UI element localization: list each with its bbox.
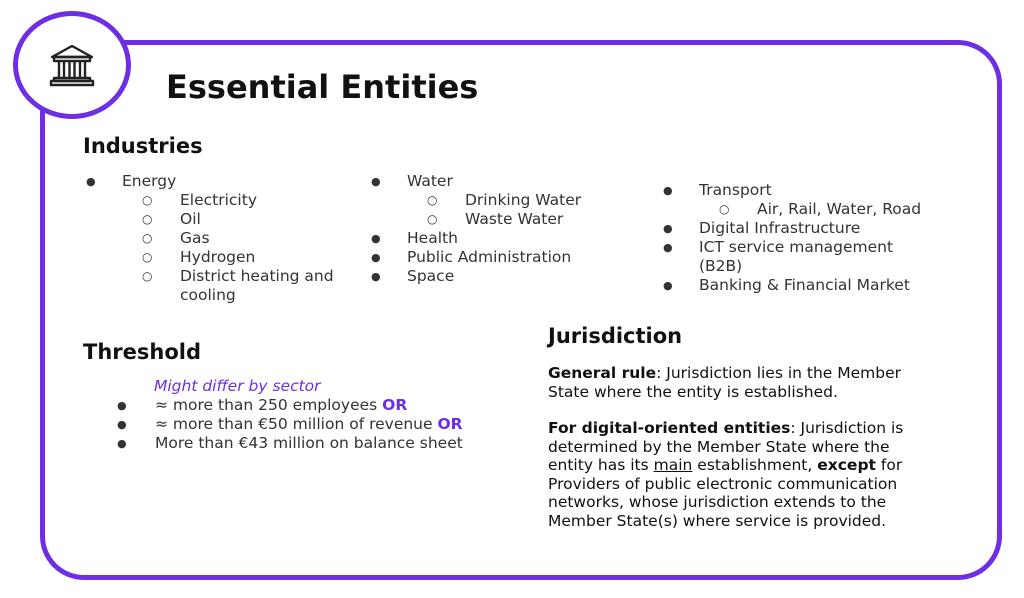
page-title: Essential Entities <box>166 68 479 106</box>
industry-item: ● ICT service management (B2B) <box>663 238 923 276</box>
general-rule-text: : Jurisdiction lies in the Member State where the entity is established. <box>548 364 902 401</box>
industry-subitem: ○ Air, Rail, Water, Road <box>663 200 923 219</box>
industry-subitem: ○ Drinking Water <box>371 191 611 210</box>
general-rule-paragraph <box>548 364 938 401</box>
threshold-item <box>117 396 477 415</box>
industries-heading: Industries <box>83 134 203 158</box>
industries-column-3 <box>663 181 923 295</box>
threshold-heading: Threshold <box>83 340 201 364</box>
industry-subitem: ○ Hydrogen <box>86 248 356 267</box>
industry-item: ● Banking & Financial Market <box>663 276 923 295</box>
digital-text-3: for Providers of public electronic communication networks, whose jurisdiction extends to the Member State(s) where service is provided. <box>548 456 903 530</box>
threshold-block <box>117 377 477 453</box>
industry-item: ● Space <box>371 267 611 286</box>
industry-item: ● Water <box>371 172 611 191</box>
digital-entities-paragraph <box>548 419 938 530</box>
except-bold: except <box>817 456 876 474</box>
industry-item: ● Health <box>371 229 611 248</box>
general-rule-label: General rule <box>548 364 657 382</box>
digital-entities-label: For digital-oriented entities <box>548 419 791 437</box>
jurisdiction-body <box>548 364 938 548</box>
threshold-item <box>117 415 477 434</box>
industry-subitem: ○ Electricity <box>86 191 356 210</box>
digital-text-1: : Jurisdiction is determined by the Member State where the entity has its <box>548 419 904 474</box>
threshold-item <box>117 434 477 453</box>
main-underlined: main <box>653 456 693 474</box>
industries-column-2 <box>371 172 611 286</box>
or-keyword: OR <box>437 415 463 433</box>
jurisdiction-heading: Jurisdiction <box>548 324 683 348</box>
industry-item: ● Energy <box>86 172 356 191</box>
industry-item: ● Public Administration <box>371 248 611 267</box>
industry-subitem: ○ District heating and cooling <box>86 267 356 305</box>
industry-subitem: ○ Oil <box>86 210 356 229</box>
threshold-text: ≈ more than 250 employees <box>155 396 383 414</box>
or-keyword: OR <box>382 396 408 414</box>
threshold-text: ≈ more than €50 million of revenue <box>155 415 438 433</box>
threshold-text: More than €43 million on balance sheet <box>155 434 463 452</box>
icon-badge <box>13 11 131 119</box>
threshold-list <box>117 396 477 453</box>
industries-column-1 <box>86 172 356 305</box>
industry-subitem: ○ Gas <box>86 229 356 248</box>
industry-subitem: ○ Waste Water <box>371 210 611 229</box>
bank-building-icon <box>48 41 96 89</box>
digital-text-2: establishment, <box>692 456 818 474</box>
industry-item: ● Digital Infrastructure <box>663 219 923 238</box>
industry-item: ● Transport <box>663 181 923 200</box>
threshold-note: Might differ by sector <box>154 377 321 395</box>
